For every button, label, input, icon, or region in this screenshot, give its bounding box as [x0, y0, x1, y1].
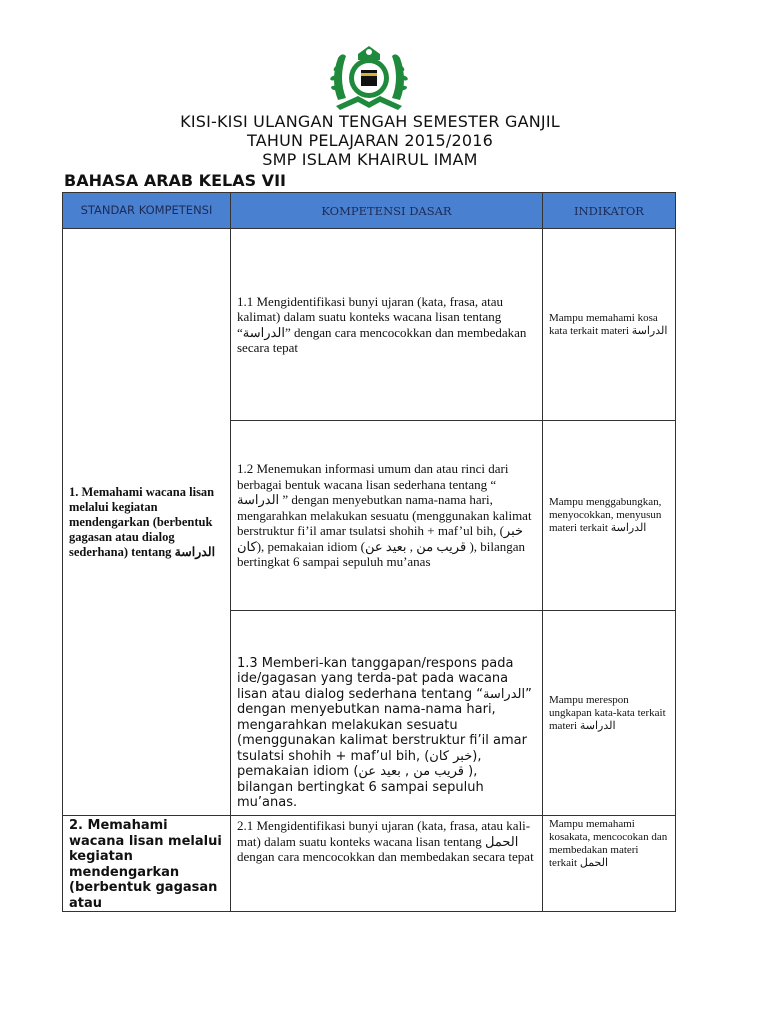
- indikator-cell: Mampu merespon ungkapan kata-kata terkait materi الدراسة: [543, 611, 676, 816]
- kompetensi-dasar-cell: 2.1 Mengidentifikasi bunyi ujaran (kata, frasa, atau kali-mat) dalam suatu konteks wacana lisan tentang الحمل dengan cara mencocokkan dan membedakan secara tepat: [231, 816, 543, 912]
- table-row: [63, 816, 676, 912]
- kompetensi-dasar-cell: 1.2 Menemukan informasi umum dan atau rinci dari berbagai bentuk wacana lisan sederhana tentang “ الدراسة ” dengan menyebutkan nama-nama hari, mengarahkan melakukan sesuatu (menggunakan kalimat berstruktur fi’il amar tsulatsi shohih + maf’ul bih, (خبر كان), pemakaian idiom (قريب من , بعيد عن ), bilangan bertingkat 6 sampai sepuluh mu’anas: [231, 421, 543, 611]
- header-kompetensi-dasar: KOMPETENSI DASAR: [231, 193, 543, 229]
- header-standar-kompetensi: STANDAR KOMPETENSI: [63, 193, 231, 229]
- subject-heading: BAHASA ARAB KELAS VII: [64, 171, 286, 190]
- kompetensi-dasar-cell: 1.3 Memberi-kan tanggapan/respons pada ide/gagasan yang terda-pat pada wacana lisan atau dialog sederhana tentang “الدراسة” dengan menyebutkan nama-nama hari, mengarahkan melakukan sesuatu (menggunakan kalimat berstruktur fi’il amar tsulatsi shohih + maf’ul bih, (خبر كان), pemakaian idiom (قريب من , بعيد عن ), bilangan bertingkat 6 sampai sepuluh mu’anas.: [231, 611, 543, 816]
- indikator-cell: Mampu memahami kosa kata terkait materi الدراسة: [543, 229, 676, 421]
- document-title: [0, 112, 740, 169]
- table-row: [63, 229, 676, 421]
- standar-kompetensi-1: 1. Memahami wacana lisan melalui kegiatan mendengarkan (berbentuk gagasan atau dialog sederhana) tentang الدراسة: [63, 229, 231, 816]
- kompetensi-dasar-cell: 1.1 Mengidentifikasi bunyi ujaran (kata, frasa, atau kalimat) dalam suatu konteks wacana lisan tentang “الدراسة” dengan cara mencocokkan dan membedakan secara tepat: [231, 229, 543, 421]
- indikator-cell: Mampu memahami kosakata, mencocokan dan membedakan materi terkait الحمل: [543, 816, 676, 912]
- standar-kompetensi-2: 2. Memahami wacana lisan melalui kegiatan mendengarkan (berbentuk gagasan atau: [63, 816, 231, 912]
- header-indikator: INDIKATOR: [543, 193, 676, 229]
- kisi-kisi-table: [62, 192, 676, 912]
- indikator-cell: Mampu menggabungkan, menyocokkan, menyusun materi terkait الدراسة: [543, 421, 676, 611]
- title-line-3: SMP ISLAM KHAIRUL IMAM: [262, 150, 478, 169]
- title-line-1: KISI-KISI ULANGAN TENGAH SEMESTER GANJIL: [180, 112, 560, 131]
- table-header-row: [63, 193, 676, 229]
- title-line-2: TAHUN PELAJARAN 2015/2016: [247, 131, 493, 150]
- school-logo: [328, 40, 410, 116]
